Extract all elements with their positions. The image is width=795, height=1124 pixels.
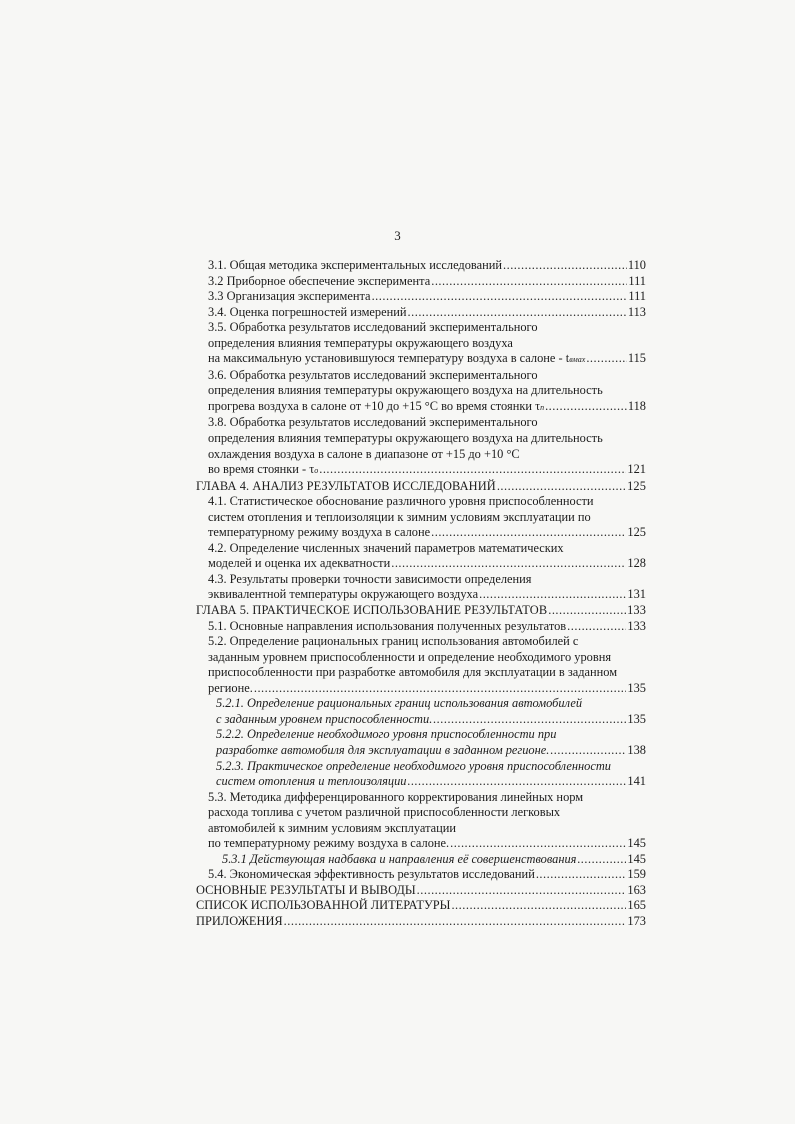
subscript: вмax [569,355,586,365]
table-of-contents [196,258,646,930]
toc-entry-title-line: 4.1. Статистическое обоснование различного уровня приспособленности [208,494,594,509]
subscript: о [314,466,319,476]
toc-entry-title-line: 5.2. Определение рациональных границ использования автомобилей с [208,634,579,649]
toc-entry-title-line: систем отопления и теплоизоляции к зимним условиям эксплуатации по [208,509,591,524]
toc-entry-title-line: температурному режиму воздуха в салоне [208,525,431,540]
toc-entry-title-line: автомобилей к зимним условиям эксплуатации [208,820,457,835]
toc-entry-page: 125 [627,525,646,540]
toc-entry-title-line: охлаждения воздуха в салоне в диапазоне от +15 до +10 °С [208,446,520,461]
toc-entry-3-3[interactable] [196,289,646,305]
toc-entry-title: СПИСОК ИСПОЛЬЗОВАННОЙ ЛИТЕРАТУРЫ [196,898,451,913]
toc-entry-title-line: с заданным уровнем приспособленности. [216,711,433,726]
toc-chapter-5[interactable] [196,603,646,619]
toc-entry-3-4[interactable] [196,305,646,321]
toc-entry-page: 111 [628,289,646,304]
toc-entry-title: ОСНОВНЫЕ РЕЗУЛЬТАТЫ И ВЫВОДЫ [196,882,416,897]
toc-entry-3-1[interactable] [196,258,646,274]
toc-entry-page: 113 [627,304,646,319]
toc-entry-5-2-3[interactable] [196,759,646,790]
toc-entry-page: 159 [627,867,646,882]
toc-entry-title-line: прогрева воздуха в салоне от +10 до +15 °С во время стоянки τ [208,398,541,413]
toc-entry-5-4[interactable] [196,867,646,883]
toc-entry-page: 125 [627,478,646,493]
toc-entry-title: 3.2 Приборное обеспечение эксперимента [208,273,431,288]
page-number: 3 [394,228,401,243]
toc-entry-5-3-1[interactable] [196,852,646,868]
toc-entry-5-2-1[interactable] [196,696,646,727]
toc-entry-title-line: систем отопления и теплоизоляции [216,774,407,789]
toc-entry-title-line: по температурному режиму воздуха в салоне. [208,836,450,851]
toc-entry-page: 135 [627,711,646,726]
toc-entry-5-2[interactable] [196,634,646,696]
toc-entry-4-2[interactable] [196,541,646,572]
toc-entry-references[interactable] [196,898,646,914]
subscript: п [540,402,545,412]
toc-entry-page: 133 [627,618,646,633]
toc-entry-page: 110 [627,258,646,272]
toc-entry-title-line: определения влияния температуры окружающего воздуха на длительность [208,383,603,398]
toc-entry-title-line: 5.2.1. Определение рациональных границ использования автомобилей [216,696,583,711]
toc-entry-page: 118 [627,398,646,413]
toc-entry-page: 133 [627,603,646,618]
toc-entry-title: 5.4. Экономическая эффективность результатов исследований [208,867,535,882]
toc-entry-page: 135 [627,680,646,695]
toc-entry-5-3[interactable] [196,790,646,852]
toc-entry-title: 5.3.1 Действующая надбавка и направления её совершенствования [222,851,577,866]
toc-entry-page: 141 [627,774,646,789]
toc-entry-4-1[interactable] [196,494,646,541]
toc-entry-title-line: регионе. [208,680,253,695]
toc-entry-page: 115 [627,351,646,366]
toc-entry-page: 121 [627,462,646,477]
toc-entry-4-3[interactable] [196,572,646,603]
toc-entry-page: 131 [627,587,646,602]
toc-entry-title-line: 4.3. Результаты проверки точности зависимости определения [208,571,532,586]
toc-entry-title-line: во время стоянки - τ [208,462,315,477]
toc-entry-page: 163 [627,882,646,897]
toc-entry-title: 3.1. Общая методика экспериментальных исследований [208,258,503,272]
toc-entry-title-line: приспособленности при разработке автомобиля для эксплуатации в заданном [208,665,618,680]
toc-entry-page: 111 [628,273,646,288]
toc-entry-3-6[interactable] [196,368,646,416]
toc-entry-title: 3.4. Оценка погрешностей измерений [208,304,407,319]
toc-entry-title: ГЛАВА 5. ПРАКТИЧЕСКОЕ ИСПОЛЬЗОВАНИЕ РЕЗУЛЬТАТОВ [196,603,548,618]
toc-entry-page: 145 [627,836,646,851]
toc-entry-title-line: расхода топлива с учетом различной приспособленности легковых [208,805,561,820]
toc-entry-title-line: 5.3. Методика дифференцированного корректирования линейных норм [208,789,584,804]
toc-entry-title-line: 5.2.2. Определение необходимого уровня приспособленности при [216,727,557,742]
toc-entry-title-line: 3.8. Обработка результатов исследований экспериментального [208,415,538,430]
toc-entry-title: 5.1. Основные направления использования полученных результатов [208,618,567,633]
toc-entry-title-line: 3.6. Обработка результатов исследований экспериментального [208,367,538,382]
toc-entry-3-2[interactable] [196,274,646,290]
toc-entry-page: 128 [627,556,646,571]
toc-entry-5-1[interactable] [196,619,646,635]
toc-entry-appendices[interactable] [196,914,646,930]
toc-entry-5-2-2[interactable] [196,727,646,758]
toc-entry-title: ГЛАВА 4. АНАЛИЗ РЕЗУЛЬТАТОВ ИССЛЕДОВАНИЙ [196,478,496,493]
toc-entry-title-line: определения влияния температуры окружающего воздуха на длительность [208,431,603,446]
toc-entry-title: ПРИЛОЖЕНИЯ [196,913,283,928]
toc-entry-results[interactable] [196,883,646,899]
toc-entry-3-8[interactable] [196,415,646,478]
toc-entry-page: 145 [627,851,646,866]
toc-entry-title-line: моделей и оценка их адекватности [208,556,391,571]
toc-entry-title: 3.3 Организация эксперимента [208,289,371,304]
toc-entry-page: 165 [627,898,646,913]
toc-entry-title-line: разработке автомобиля для эксплуатации в заданном регионе. [216,742,550,757]
toc-entry-title-line: 4.2. Определение численных значений параметров математических [208,540,564,555]
toc-entry-title-line: определения влияния температуры окружающего воздуха [208,335,513,350]
toc-entry-title-line: 5.2.3. Практическое определение необходимого уровня приспособленности [216,758,611,773]
toc-chapter-4[interactable] [196,479,646,495]
toc-entry-title-line: эквивалентной температуры окружающего воздуха [208,587,479,602]
toc-entry-title-line: заданным уровнем приспособленности и определение необходимого уровня [208,649,612,664]
toc-entry-3-5[interactable] [196,320,646,368]
toc-entry-page: 173 [627,913,646,928]
toc-entry-title-line: 3.5. Обработка результатов исследований экспериментального [208,320,538,335]
toc-entry-title-line: на максимальную установившуюся температуру воздуха в салоне - t [208,351,570,366]
toc-entry-page: 138 [627,742,646,757]
